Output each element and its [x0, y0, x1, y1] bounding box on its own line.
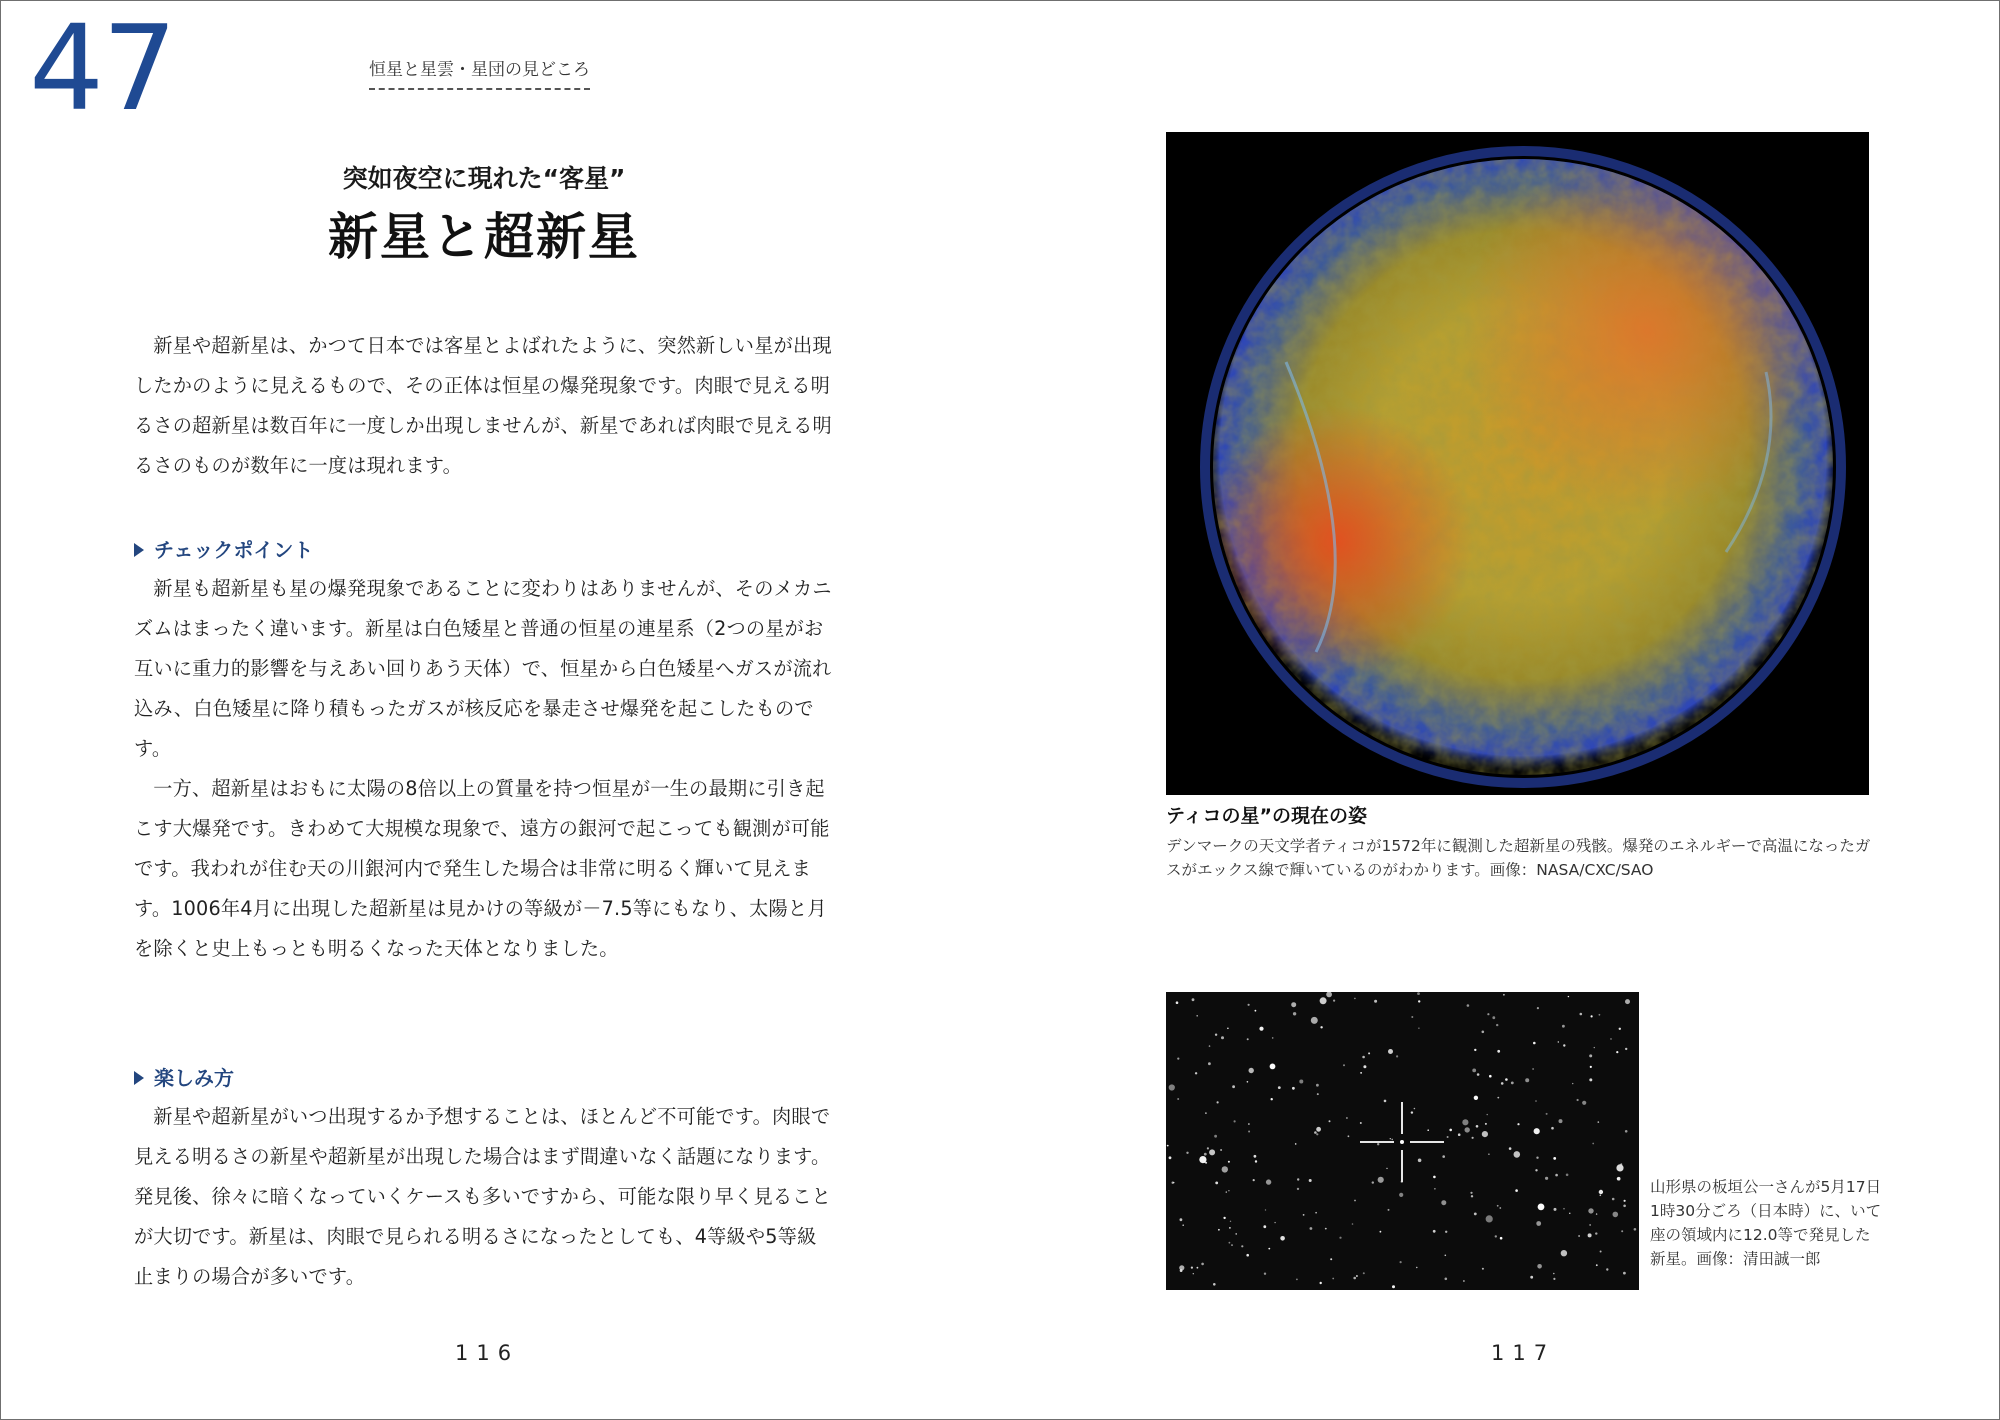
checkpoint-body	[134, 569, 834, 969]
intro-paragraph	[134, 326, 834, 486]
folio-right: 117	[1491, 1341, 1556, 1365]
enjoy-paragraph-1: 新星や超新星がいつ出現するか予想することは、ほとんど不可能です。肉眼で見える明るさの新星や超新星が出現した場合はまず間違いなく話題になります。発見後、徐々に暗くなっていくケースも多いですから、可能な限り早く見ることが大切です。新星は、肉眼で見られる明るさになったとしても、4等級や5等級止まりの場合が多いです。	[134, 1105, 831, 1288]
category-label: 恒星と星雲・星団の見どころ	[369, 55, 590, 90]
figure1-caption-title: ティコの星”の現在の姿	[1166, 805, 1367, 827]
enjoy-body	[134, 1097, 834, 1297]
checkpoint-heading	[134, 535, 313, 565]
enjoy-heading	[134, 1063, 234, 1093]
figure1-caption-text: デンマークの天文学者ティコが1572年に観測した超新星の残骸。爆発のエネルギーで高温になったガスがエックス線で輝いているのがわかります。画像：NASA/CXC/SAO	[1166, 837, 1871, 879]
triangle-bullet-icon	[134, 543, 144, 557]
checkpoint-heading-label: チェックポイント	[154, 538, 314, 562]
folio-left: 116	[455, 1341, 520, 1365]
article-title: 新星と超新星	[328, 208, 640, 266]
article-subtitle: 突如夜空に現れた“客星”	[342, 164, 626, 193]
intro-text: 新星や超新星は、かつて日本では客星とよばれたように、突然新しい星が出現したかのように見えるもので、その正体は恒星の爆発現象です。肉眼で見える明るさの超新星は数百年に一度しか出現しませんが、新星であれば肉眼で見える明るさのものが数年に一度は現れます。	[134, 334, 832, 477]
figure2-caption-text: 山形県の板垣公一さんが5月17日1時30分ごろ（日本時）に、いて座の領域内に12.0等で発見した新星。画像：清田誠一郎	[1650, 1178, 1882, 1268]
nova-starfield-photo	[1166, 992, 1639, 1290]
item-number: 47	[29, 0, 176, 137]
enjoy-heading-label: 楽しみ方	[154, 1066, 234, 1090]
triangle-bullet-icon	[134, 1071, 144, 1085]
supernova-remnant-photo	[1166, 132, 1869, 795]
checkpoint-paragraph-2: 一方、超新星はおもに太陽の8倍以上の質量を持つ恒星が一生の最期に引き起こす大爆発です。きわめて大規模な現象で、遠方の銀河で起こっても観測が可能です。我われが住む天の川銀河内で発生した場合は非常に明るく輝いて見えます。1006年4月に出現した超新星は見かけの等級が－7.5等にもなり、太陽と月を除くと史上もっとも明るくなった天体となりました。	[134, 777, 830, 960]
checkpoint-paragraph-1: 新星も超新星も星の爆発現象であることに変わりはありませんが、そのメカニズムはまったく違います。新星は白色矮星と普通の恒星の連星系（2つの星がお互いに重力的影響を与えあい回りあう天体）で、恒星から白色矮星へガスが流れ込み、白色矮星に降り積もったガスが核反応を暴走させ爆発を起こしたものです。	[134, 577, 832, 760]
